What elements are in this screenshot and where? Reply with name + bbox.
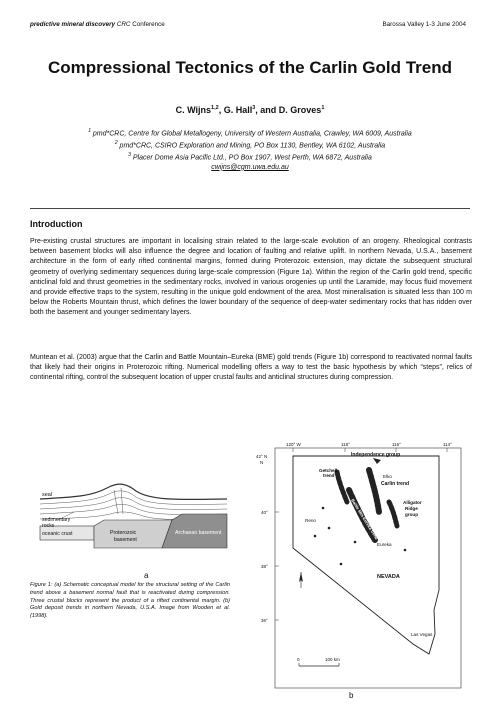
label-sedimentary: sedimentary [42,517,71,523]
panel-letter-a: a [144,571,149,580]
label-archaean: Archaean basement [175,530,222,536]
independence-group [373,458,381,464]
label-reno: Reno [305,518,316,523]
author-affiliation-mark: 1 [321,105,325,111]
scale-zero: 0 [297,657,300,662]
deposit-dot [340,563,343,566]
label-alligator: Alligator [403,500,422,505]
figure-1a-diagram [22,452,242,582]
author-name: C. Wijns [175,105,212,115]
label-carlin-trend: Carlin trend [381,481,410,487]
affiliation-mark: 2 [114,139,118,146]
label-ridge: Ridge [405,506,418,511]
header-conference-word: Conference [130,21,165,28]
deposit-dot [404,549,407,552]
label-group: group [405,512,419,517]
label-elko: Elko [383,474,392,479]
label-eureka: Eureka [377,542,392,547]
header-conference-name: predictive mineral discovery [30,21,116,28]
label-independence-group: Independence group [351,452,401,458]
affiliation-mark: 3 [128,151,131,158]
lat-label: 42° N [256,454,268,459]
author-name: G. Hall [223,105,253,115]
affiliation-text: pmd*CRC, Centre for Global Metallogeny, University of Western Australia, Crawley, WA 6009, Australia [90,130,412,138]
lat-label: 38° [261,564,268,569]
affiliation-text: pmd*CRC, CSIRO Exploration and Mining, PO Box 1130, Bentley, WA 6102, Australia [117,142,386,150]
getchell-trend [337,472,347,502]
scale-label: 100 km [325,657,340,662]
alligator-ridge-group [389,502,397,526]
seal-layer [40,484,227,499]
lon-label: 120° W [286,442,301,447]
label-proterozoic: Proterozoic [110,530,137,536]
section-divider [30,208,470,209]
map-frame [275,448,461,688]
contact-email[interactable]: cwijns@cgm.uwa.edu.au [211,163,289,171]
deposit-dot [354,541,357,544]
label-getchell: Getchell [319,468,338,473]
label-basement: basement [114,537,137,543]
figure-caption: Figure 1: (a) Schematic conceptual model for the structural setting of the Carlin trend above a basement normal fault that is reactivated during compression. Three crustal blocks represent the product of a rifted continental margin. (b) Gold deposit trends in northern Nevada, U.S.A. Image from Wooden et al. (1998). [30,582,230,620]
running-header-right: Barossa Valley 1-3 June 2004 [382,21,466,28]
figure-1b-map [253,440,468,702]
section-heading: Introduction [30,219,83,229]
lat-label: 36° [261,618,268,623]
affiliation-mark: 1 [88,128,91,134]
affiliation-line [40,139,460,151]
author-list [0,105,500,115]
author-separator: , and [255,105,279,115]
author-name: D. Groves [278,105,322,115]
lon-label: 118° [341,442,350,447]
label-oceanic-crust: oceanic crust [42,531,73,537]
label-seal: seal [42,492,53,498]
header-crc: CRC [115,21,131,28]
affiliation-line [40,151,460,163]
label-nevada: NEVADA [377,574,400,580]
nevada-state-outline [293,456,439,654]
deposit-dot [322,507,325,510]
author-affiliation-mark: 1,2 [211,105,219,111]
affiliation-line [40,127,460,139]
label-rocks: rocks [42,523,55,529]
paper-title: Compressional Tectonics of the Carlin Gold Trend [48,58,452,77]
lon-label: 114° [443,442,452,447]
body-paragraph: Pre-existing crustal structures are important in localising strain related to the large-scale evolution of an orogeny. Rheological contrasts between basement blocks will also influence the degree and location of faulting and relative uplift. In northern Nevada, U.S.A., basement architecture in the form of early rifted continental margins, formed during Proterozoic extension, may dictate the subsequent structural geometry of overlying sedimentary sequences during large-scale compression (Figure 1a). Within the region of the Carlin gold trend, specific anticlinal fold and thrust geometries in the sedimentary rocks, involved in various orogenies up until the Laramide, may focus fluid movement and provide effective traps to the system, resulting in the unique gold endowment of the area. Most mineralisation is situated less than 100 m below the Roberts Mountain thrust, which defines the lower boundary of the sequence of deep-water sedimentary rocks that has ridden over both the basement and younger sedimentary layers. [30,238,472,317]
deposit-dot [314,535,317,538]
body-paragraph: Muntean et al. (2003) argue that the Carlin and Battle Mountain–Eureka (BME) gold trends (Figure 1b) correspond to reactivated normal faults that likely had their origins in Proterozoic rifting. Numerical modelling offers a way to test the basic hypothesis by which “steps”, relics of continental rifting, control the subsequent location of upper crustal faults and anticlinal structures during compression. [30,354,472,382]
panel-letter-b: b [349,691,354,700]
running-header-left [30,21,165,28]
carlin-trend [369,470,379,512]
lon-label: 116° [392,442,401,447]
deposit-dot [328,527,331,530]
label-las-vegas: Las Vegas [411,632,433,637]
author-separator: , [218,105,224,115]
affiliation-text: Placer Dome Asia Pacific Ltd., PO Box 1907, West Perth, WA 6872, Australia [130,154,372,162]
author-affiliation-mark: 3 [252,105,256,111]
lat-north-label: N [260,460,264,465]
label-getchell-trend: trend [323,473,335,478]
affiliations [40,127,460,172]
lat-label: 40° [261,510,268,515]
fault-line [114,490,118,514]
label-battle-mountain-eureka: Battle Mtn-Eureka trend [350,497,380,541]
